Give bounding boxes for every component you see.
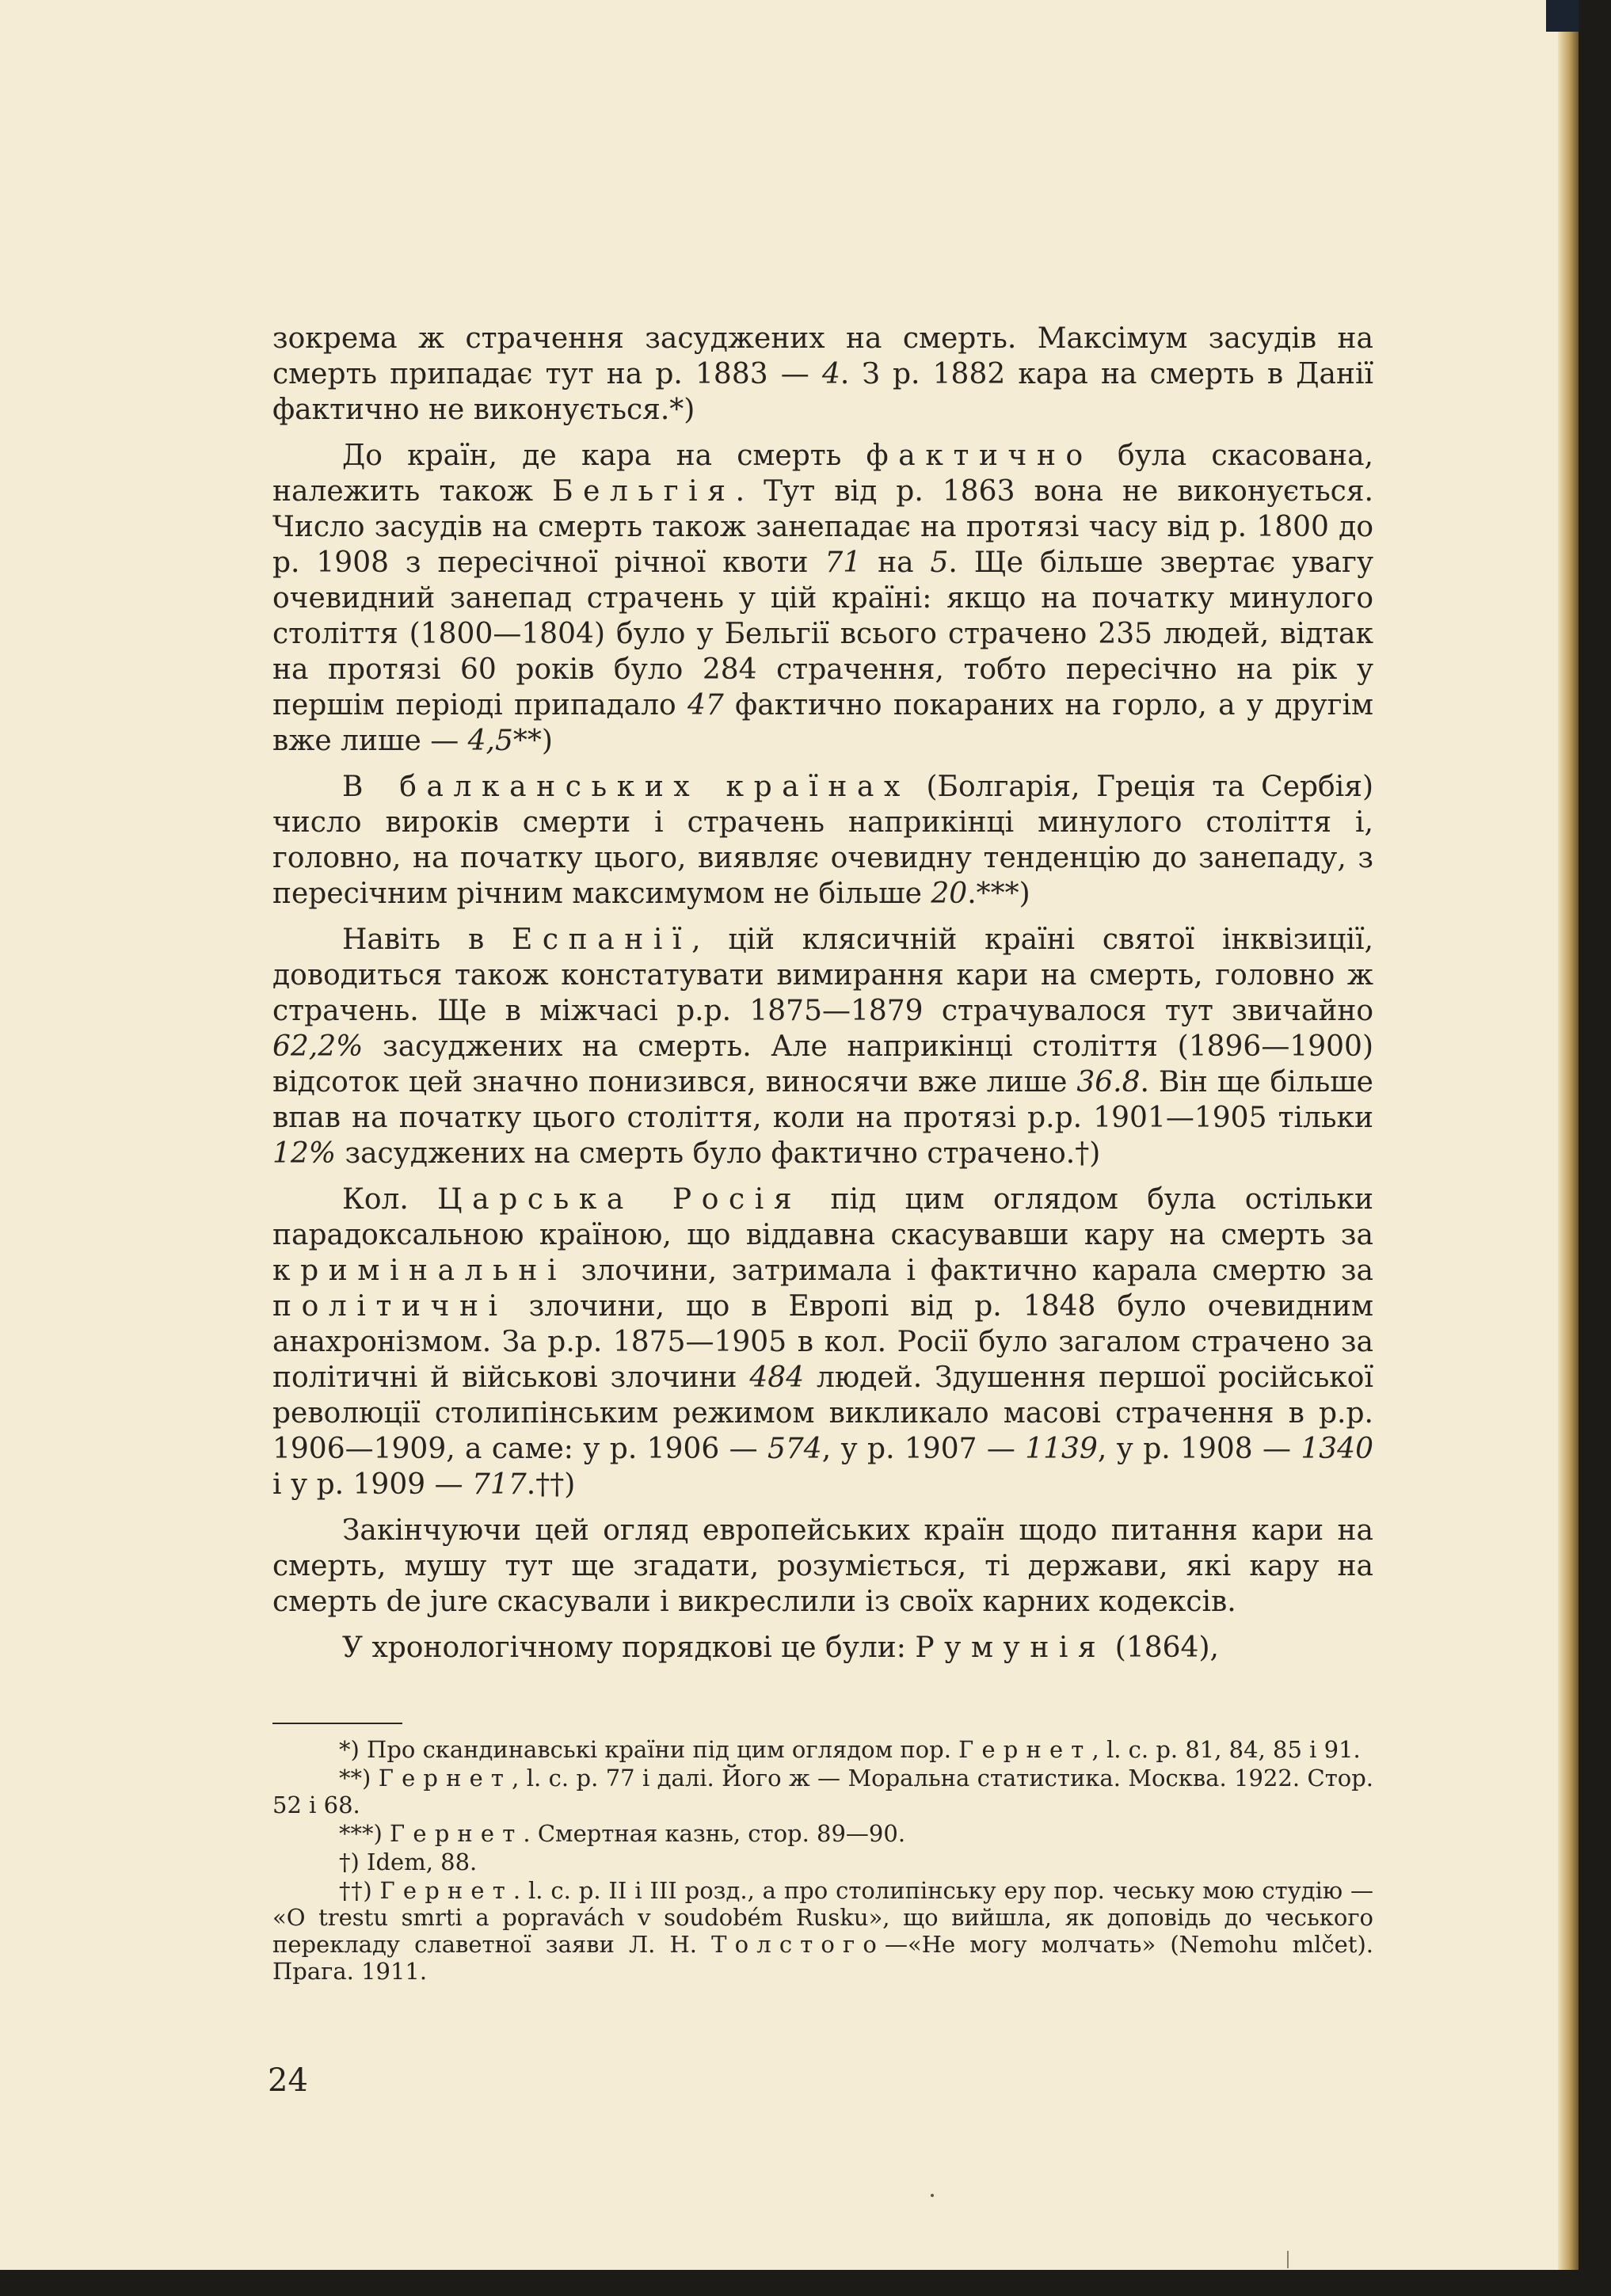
text-run: . Смертная казнь, стор. 89—90. <box>523 1820 906 1847</box>
spaced-emphasis: Гернет <box>958 1736 1092 1763</box>
spaced-emphasis: Бельгія <box>552 475 736 508</box>
footnote <box>272 1736 1373 1763</box>
text-run: —«Не могу молчать» (Nemohu mlčet). Прага. 1911. <box>272 1931 1373 1985</box>
text-run: До країн, де кара на смерть <box>342 440 866 472</box>
footnote <box>272 1820 1373 1847</box>
paragraph <box>272 922 1373 1171</box>
italic-number: 12% <box>272 1137 337 1170</box>
footnotes <box>272 1736 1373 1986</box>
paragraph <box>272 1513 1373 1620</box>
text-run: Навіть в <box>342 923 512 956</box>
text-run: засуджених на смерть. Але наприкінці століття (1896—1900) відсоток цей значно понизився, виносячи вже лише <box>272 1030 1373 1099</box>
italic-number: 4 <box>821 358 840 390</box>
italic-number: 47 <box>687 689 724 722</box>
paragraph <box>272 438 1373 759</box>
text-run: ††) <box>339 1877 380 1904</box>
text-run: людей. Здушення першої російської революції столипінським режимом викликало масові страчення в р.р. 1906—1909, а саме: у р. 1906 — <box>272 1361 1373 1465</box>
text-run: .***) <box>967 878 1030 910</box>
italic-number: 574 <box>767 1433 822 1465</box>
text-run: під цим оглядом була остільки парадоксальною країною, що віддавна скасувавши кару на смерть за <box>272 1183 1373 1251</box>
spaced-emphasis: Толстого <box>711 1931 885 1958</box>
italic-number: 71 <box>825 546 862 579</box>
italic-number: 1139 <box>1025 1433 1098 1465</box>
text-run: . Тут від р. 1863 вона не виконується. Число засудів на смерть також занепадає на протязі часу від р. 1800 до р. 1908 з пересічної річної квоти <box>272 475 1373 579</box>
paragraph <box>272 769 1373 912</box>
background-corner <box>1546 0 1579 32</box>
text-run: †) Idem, 88. <box>339 1849 478 1875</box>
print-mark <box>1287 2251 1289 2268</box>
text-run: , у р. 1908 — <box>1097 1433 1301 1465</box>
text-run: , у р. 1907 — <box>821 1433 1026 1465</box>
italic-number: 20 <box>931 878 968 910</box>
text-run: на <box>861 546 931 579</box>
footnote <box>272 1849 1373 1875</box>
text-run: *) Про скандинавські країни під цим оглядом пор. <box>339 1736 959 1763</box>
italic-number: 62,2% <box>272 1030 364 1063</box>
text-run: . l. c. p. II і III розд., а про столипінську еру пор. чеську мою студію — «O trestu smrti a popravách v soudobém Rusku», що вийшла, як доповідь до чеського перекладу славетної заяви Л. Н. <box>272 1877 1373 1958</box>
text-run: (Болгарія, Греція та Сербія) число вироків смерти і страчень наприкінці минулого століття і, головно, на початку цього, виявляє очевидну тенденцію до занепаду, з пересічним річним максимумом не більше <box>272 771 1373 910</box>
text-run: злочини, що в Европі від р. 1848 було очевидним анахронізмом. За р.р. 1875—1905 в кол. Росії було загалом страчено за політичні й військові злочини <box>272 1290 1373 1394</box>
spaced-emphasis: Еспанії <box>512 923 692 956</box>
text-run: , цій клясичній країні святої інквізиції, доводиться також констатувати вимирання кари на смерть, головно ж страчень. Ще в міжчасі р.р. 1875—1879 страчувалося тут звичайно <box>272 923 1374 1027</box>
body-text <box>272 321 1373 1676</box>
footnote <box>272 1877 1373 1985</box>
print-speck <box>931 2194 934 2197</box>
page-number: 24 <box>268 2062 308 2099</box>
book-spine-edge <box>1558 32 1579 2270</box>
text-run: .††) <box>526 1468 576 1501</box>
text-run: і у р. 1909 — <box>272 1468 473 1501</box>
text-run: Закінчуючи цей огляд европейських країн щодо питання кари на смерть, мушу тут ще згадати, розуміється, ті держави, які кару на смерть de jure скасували і викреслили із своїх карних кодексів. <box>272 1514 1373 1618</box>
spaced-emphasis: політичні <box>272 1290 508 1323</box>
spaced-emphasis: Румунія <box>915 1632 1106 1664</box>
spaced-emphasis: фактично <box>866 440 1093 472</box>
text-run: . Він ще більше впав на початку цього століття, коли на протязі р.р. 1901—1905 тільки <box>272 1066 1373 1134</box>
text-run: . З р. 1882 кара на смерть в Данії фактично не виконується.*) <box>272 358 1373 426</box>
text-run: фактично покараних на горло, а у другім вже лише — <box>272 689 1373 757</box>
italic-number: 36.8 <box>1076 1066 1141 1099</box>
text-run: (1864), <box>1106 1632 1219 1664</box>
spaced-emphasis: кримінальні <box>272 1255 567 1287</box>
spaced-emphasis: Царська Росія <box>437 1183 802 1216</box>
text-run: . Ще більше звертає увагу очевидний занепад страчень у цій країні: якщо на початку минулого століття (1800—1804) було у Бельгії всього страчено 235 людей, відтак на протязі 60 років було 284 страчення, тобто пересічно на рік у першім періоді припадало <box>272 546 1374 722</box>
footnote-divider <box>272 1723 402 1724</box>
spaced-emphasis: Гернет <box>378 1765 512 1791</box>
text-run: , l. c. p. 81, 84, 85 і 91. <box>1091 1736 1361 1763</box>
italic-number: 484 <box>749 1361 805 1394</box>
paragraph <box>272 321 1373 428</box>
paragraph <box>272 1182 1373 1502</box>
text-run: У хронологічному порядкові це були: <box>342 1632 916 1664</box>
text-run: **) <box>512 725 553 757</box>
italic-number: 717 <box>472 1468 527 1501</box>
footnote <box>272 1765 1373 1818</box>
text-run: засуджених на смерть було фактично страчено.†) <box>336 1137 1101 1170</box>
text-run: Кол. <box>342 1183 438 1216</box>
italic-number: 1340 <box>1301 1433 1373 1465</box>
paragraph <box>272 1630 1373 1666</box>
text-run: була скасована, належить також <box>272 440 1373 508</box>
italic-number: 5 <box>930 546 949 579</box>
text-run: **) <box>339 1765 379 1791</box>
spaced-emphasis: Гернет <box>390 1820 524 1847</box>
text-run: злочини, затримала і фактично карала смертю за <box>566 1255 1373 1287</box>
text-run: , l. c. p. 77 і далі. Його ж — Моральна статистика. Москва. 1922. Стор. 52 і 68. <box>272 1765 1373 1818</box>
spaced-emphasis: Гернет <box>379 1877 513 1904</box>
text-run: ***) <box>339 1820 390 1847</box>
text-run: зокрема ж страчення засуджених на смерть. Максімум засудів на смерть припадає тут на р. 1883 — <box>272 322 1373 390</box>
spaced-emphasis: В балканських країнах <box>342 771 910 803</box>
italic-number: 4,5 <box>467 725 513 757</box>
